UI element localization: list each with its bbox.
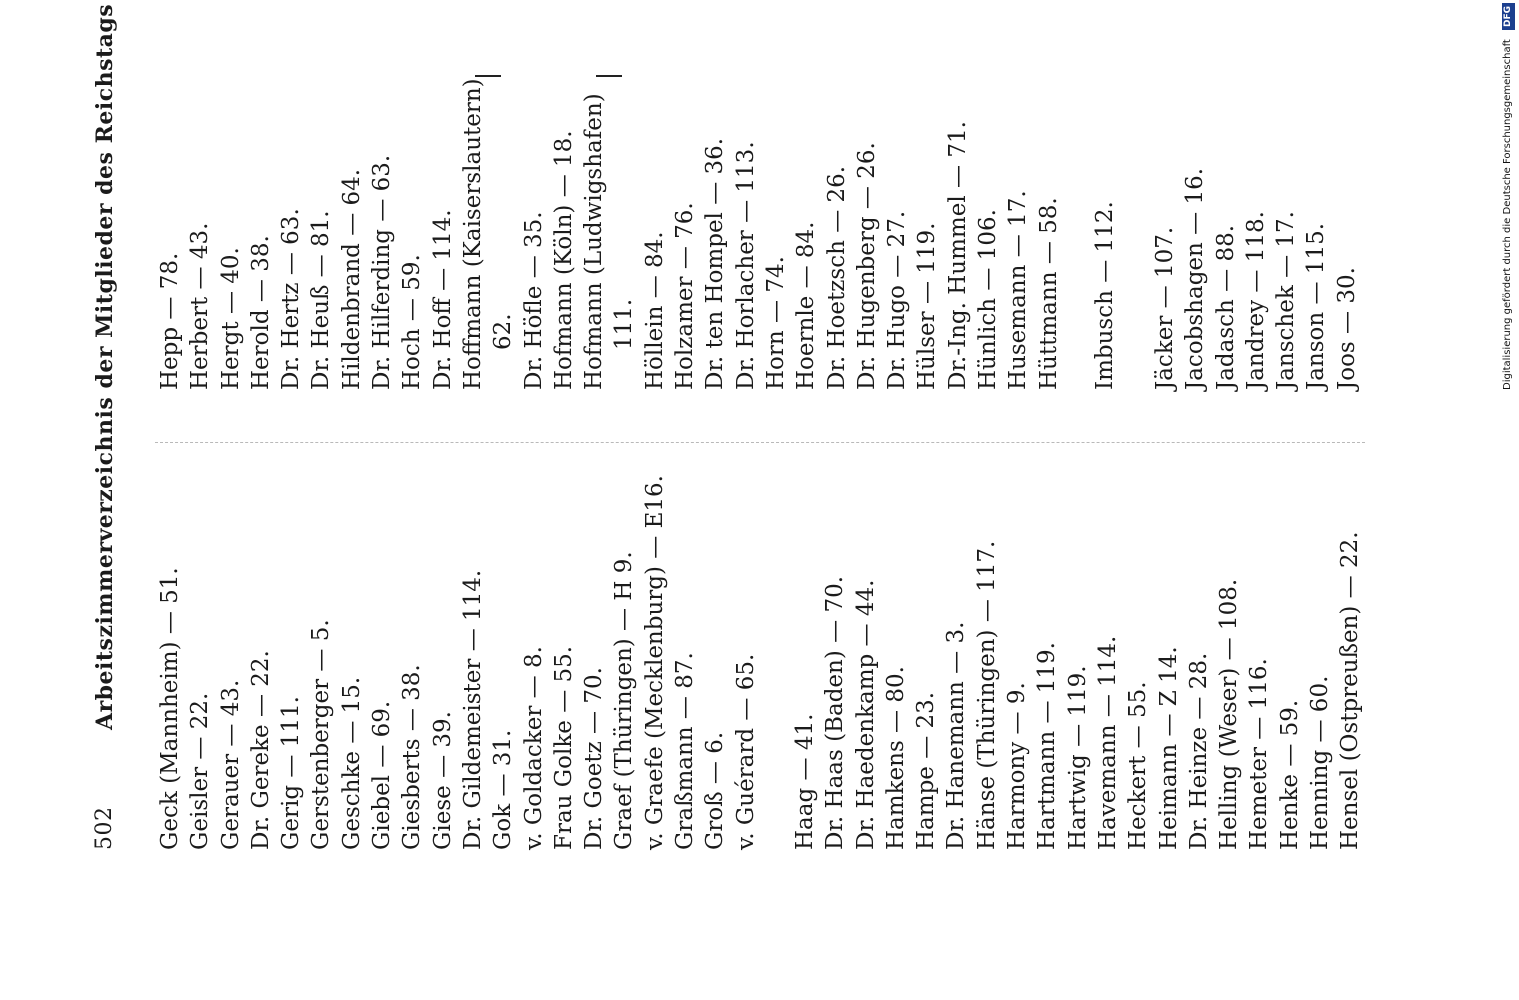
list-item: Hemeter — 116. — [1246, 658, 1273, 850]
list-item: Dr. Hoff — 114. — [429, 209, 456, 390]
list-item: Heckert — 55. — [1125, 681, 1152, 850]
list-item: Heimann — Z 14. — [1155, 646, 1182, 850]
list-item: Dr. Goetz — 70. — [581, 667, 608, 850]
list-item: Helling (Weser) — 108. — [1216, 578, 1243, 850]
list-item: Havemann — 114. — [1094, 635, 1121, 850]
list-item: Graef (Thüringen) — H 9. — [611, 551, 638, 850]
list-item: Giesberts — 38. — [399, 664, 426, 850]
list-item: Dr. Heuß — 81. — [308, 210, 335, 390]
list-item: Hartwig — 119. — [1064, 665, 1091, 850]
list-item: Geisler — 22. — [187, 692, 214, 850]
list-item: v. Goldacker — 8. — [520, 646, 547, 850]
list-item: Dr. Hertz — 63. — [278, 208, 305, 390]
list-item: Hofmann (Köln) — 18. — [550, 130, 577, 390]
list-item: Dr. Höfle — 35. — [520, 211, 547, 390]
list-item: Jäcker — 107. — [1152, 226, 1178, 390]
list-item: v. Guérard — 65. — [732, 653, 759, 850]
list-item-continuation: 111. — [611, 298, 638, 350]
list-item: Imbusch — 112. — [1092, 201, 1118, 390]
list-item: Dr. Heinze — 28. — [1185, 652, 1212, 850]
list-item: Geschke — 15. — [338, 676, 365, 850]
list-item: Hoffmann (Kaiserslautern) — [459, 78, 486, 390]
list-item: Dr. Hugenberg — 26. — [853, 142, 880, 390]
list-item: Holzamer — 76. — [672, 202, 699, 390]
list-item: Geck (Mannheim) — 51. — [157, 567, 183, 850]
page-header — [92, 3, 124, 850]
list-item: Hamkens — 80. — [882, 666, 909, 850]
list-item: Joos — 30. — [1333, 267, 1360, 390]
list-item: Giebel — 69. — [369, 700, 396, 850]
list-item: Dr.-Ing. Hummel — 71. — [944, 121, 971, 390]
list-item: Dr. Horlacher — 113. — [732, 141, 759, 390]
list-item: Hänse (Thüringen) — 117. — [973, 540, 1000, 850]
list-item: Harmony — 9. — [1004, 682, 1031, 850]
list-item: Gok — 31. — [490, 729, 517, 850]
margin-mark — [596, 75, 622, 77]
list-item: Gerig — 111. — [278, 696, 305, 850]
list-item: Jandrey — 118. — [1242, 211, 1269, 390]
list-item: Jacobshagen — 16. — [1182, 167, 1209, 390]
page-number: 502 — [92, 806, 117, 850]
right-column-block-j — [1150, 168, 1362, 390]
credit-line — [1502, 3, 1515, 390]
right-column-block-i — [1090, 201, 1120, 390]
list-item: Horn — 74. — [762, 256, 789, 390]
margin-mark — [475, 75, 501, 77]
list-item: Hampe — 23. — [913, 691, 940, 850]
list-item: Hünlich — 106. — [975, 209, 1002, 390]
list-item: Henke — 59. — [1276, 699, 1303, 850]
right-column-block-h — [155, 78, 1064, 390]
list-item: Dr. Hugo — 27. — [884, 210, 911, 390]
digitization-credit — [1500, 0, 1519, 1000]
list-item: v. Graefe (Mecklenburg) — E16. — [641, 475, 668, 850]
list-item: Graßmann — 87. — [672, 652, 699, 850]
list-item: Hoernle — 84. — [793, 221, 820, 390]
list-item: Dr. ten Hompel — 36. — [702, 137, 729, 390]
list-item: Dr. Gereke — 22. — [247, 650, 274, 850]
list-item: Groß — 6. — [702, 731, 729, 850]
list-item: Hepp — 78. — [157, 252, 183, 390]
list-item: Gerstenberger — 5. — [308, 619, 335, 850]
list-item: Hildenbrand — 64. — [338, 168, 365, 390]
list-item: Höllein — 84. — [641, 231, 668, 390]
list-item: Henning — 60. — [1307, 675, 1334, 850]
list-item: Giese — 39. — [429, 711, 456, 850]
list-item: Frau Golke — 55. — [550, 645, 577, 850]
list-item: Dr. Hoetzsch — 26. — [823, 165, 850, 390]
list-item: Dr. Gildemeister — 114. — [459, 569, 486, 850]
list-item: Hergt — 40. — [217, 247, 244, 390]
list-item: Janson — 115. — [1303, 222, 1330, 390]
credit-text: Digitalisierung gefördert durch die Deutsche Forschungsgemeinschaft — [1502, 39, 1513, 390]
list-item: Dr. Hanemann — 3. — [943, 621, 970, 850]
list-item: Husemann — 17. — [1005, 190, 1032, 390]
list-item: Dr. Hilferding — 63. — [369, 154, 396, 390]
list-item: Dr. Haas (Baden) — 70. — [822, 575, 849, 850]
list-item: Hensel (Ostpreußen) — 22. — [1337, 531, 1364, 850]
column-divider — [155, 441, 1365, 443]
list-item: Hoch — 59. — [399, 254, 426, 390]
list-item: Janschek — 17. — [1273, 211, 1300, 390]
list-item: Hofmann (Ludwigshafen) — [581, 93, 608, 390]
list-item: Dr. Haedenkamp — 44. — [852, 579, 879, 850]
list-item-continuation: 62. — [490, 313, 517, 350]
list-item: Jadasch — 88. — [1212, 224, 1239, 390]
list-item: Hüttmann — 58. — [1035, 197, 1062, 390]
left-column-block-g — [155, 475, 761, 850]
dfg-logo: DFG — [1502, 3, 1515, 30]
left-column-block-h — [790, 531, 1366, 850]
list-item: Herold — 38. — [247, 235, 274, 390]
list-item: Hartmann — 119. — [1034, 642, 1061, 850]
list-item: Gerauer — 43. — [217, 679, 244, 850]
list-item: Herbert — 43. — [187, 222, 214, 390]
page-title: Arbeitszimmerverzeichnis der Mitglieder des Reichstags — [92, 3, 118, 730]
list-item: Haag — 41. — [792, 713, 818, 850]
list-item: Hülser — 119. — [914, 222, 941, 390]
